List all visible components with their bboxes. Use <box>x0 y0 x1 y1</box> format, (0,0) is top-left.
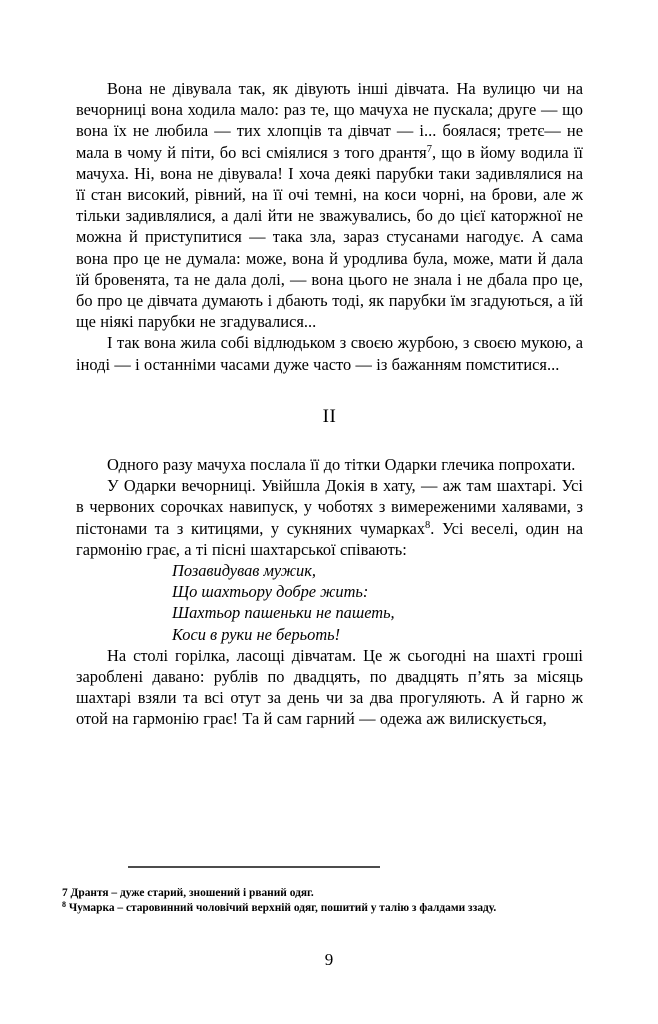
paragraph-4-text-before-ref: У Одарки вечорниці. Увійшла Докія в хату, — аж там шахтарі. Усі в червоних сорочках навипуск, у чоботях з вимереженими халявами, з пістонами та з китицями, у сукняних чумарках <box>76 476 583 538</box>
verse-line-2: Що шахтьору добре жить: <box>172 582 369 602</box>
heading-bottom-spacer <box>76 427 583 454</box>
footnote-text-7: Дрантя – дуже старий, зношений і рваний одяг. <box>67 887 314 899</box>
body-paragraph-1 <box>76 78 583 332</box>
chapter-heading: II <box>322 405 337 427</box>
paragraph-1-text-after-ref: , що в йому водила її мачуха. Ні, вона не дівувала! І хоча деякі парубки таки задивлялися на її стан високий, рівний, на її очі темні, на коси чорні, на брови, але ж тільки задивлялися, а далі йти не зважувались, бо до цієї каторжної не можна й приступитися — така зла, зараз стусанами нагодує. А сама вона про це не думала: може, вона й уродлива була, може, мати й дала їй бровенята, та не дала долі, — вона цього не знала і не дбала про це, бо про це дівчата думають і дбають тоді, як парубки їм згадуються, а їй ще ніякі парубки не згадувалися... <box>76 142 584 332</box>
footnote-separator-rule <box>128 866 380 868</box>
verse-block <box>76 560 583 645</box>
paragraph-1-text-before-ref: Вона не дівувала так, як дівують інші дівчата. На вулицю чи на вечорниці вона ходила мало: раз те, що мачуха не пускала; друге — що вона їх не любила — тих хлопців та дівчат — і... боялася; третє— не мала в чому й піти, бо всі сміялися з того дрантя <box>76 79 583 162</box>
body-paragraph-4 <box>76 475 583 560</box>
footnote-number-8: 8 <box>62 900 66 910</box>
verse-line-1: Позавидував мужик, <box>172 561 317 581</box>
page-number: 9 <box>324 950 334 969</box>
body-paragraph-3: Одного разу мачуха послала її до тітки Одарки глечика попрохати. <box>107 455 576 475</box>
page-text-block <box>76 78 583 730</box>
footnote-text-8: Чумарка – старовинний чоловічий верхній одяг, пошитий у талію з фалдами ззаду. <box>66 902 497 915</box>
heading-top-spacer <box>76 375 583 406</box>
footnote-item-7 <box>62 886 596 901</box>
footnote-item-8 <box>62 901 596 916</box>
footnote-ref-7[interactable]: 7 <box>426 143 433 155</box>
body-paragraph-2: І так вона жила собі відлюдьком з своєю журбою, з своєю мукою, а іноді — і останніми часами дуже часто — із бажанням помститися... <box>76 333 583 374</box>
verse-line-3: Шахтьор пашеньки не пашеть, <box>172 603 395 623</box>
body-paragraph-5: На столі горілка, ласощі дівчатам. Це ж сьогодні на шахті гроші зароблені давано: рублів по двадцять, по двадцять п’ять за місяць шахтарі взяли та всі отут за день чи за два прогуляють. А й гарно ж отой на гармонію грає! Та й сам гарний — одежа аж вилискується, <box>76 645 583 729</box>
paragraph-4-text-after-ref: . Усі веселі, один на гармонію грає, а ті пісні шахтарської співають: <box>76 518 583 559</box>
footnote-number-7: 7 <box>62 887 68 899</box>
verse-line-4: Коси в руки не берьоть! <box>172 624 341 644</box>
footnotes-block <box>62 886 596 917</box>
footnote-ref-8[interactable]: 8 <box>425 519 431 531</box>
